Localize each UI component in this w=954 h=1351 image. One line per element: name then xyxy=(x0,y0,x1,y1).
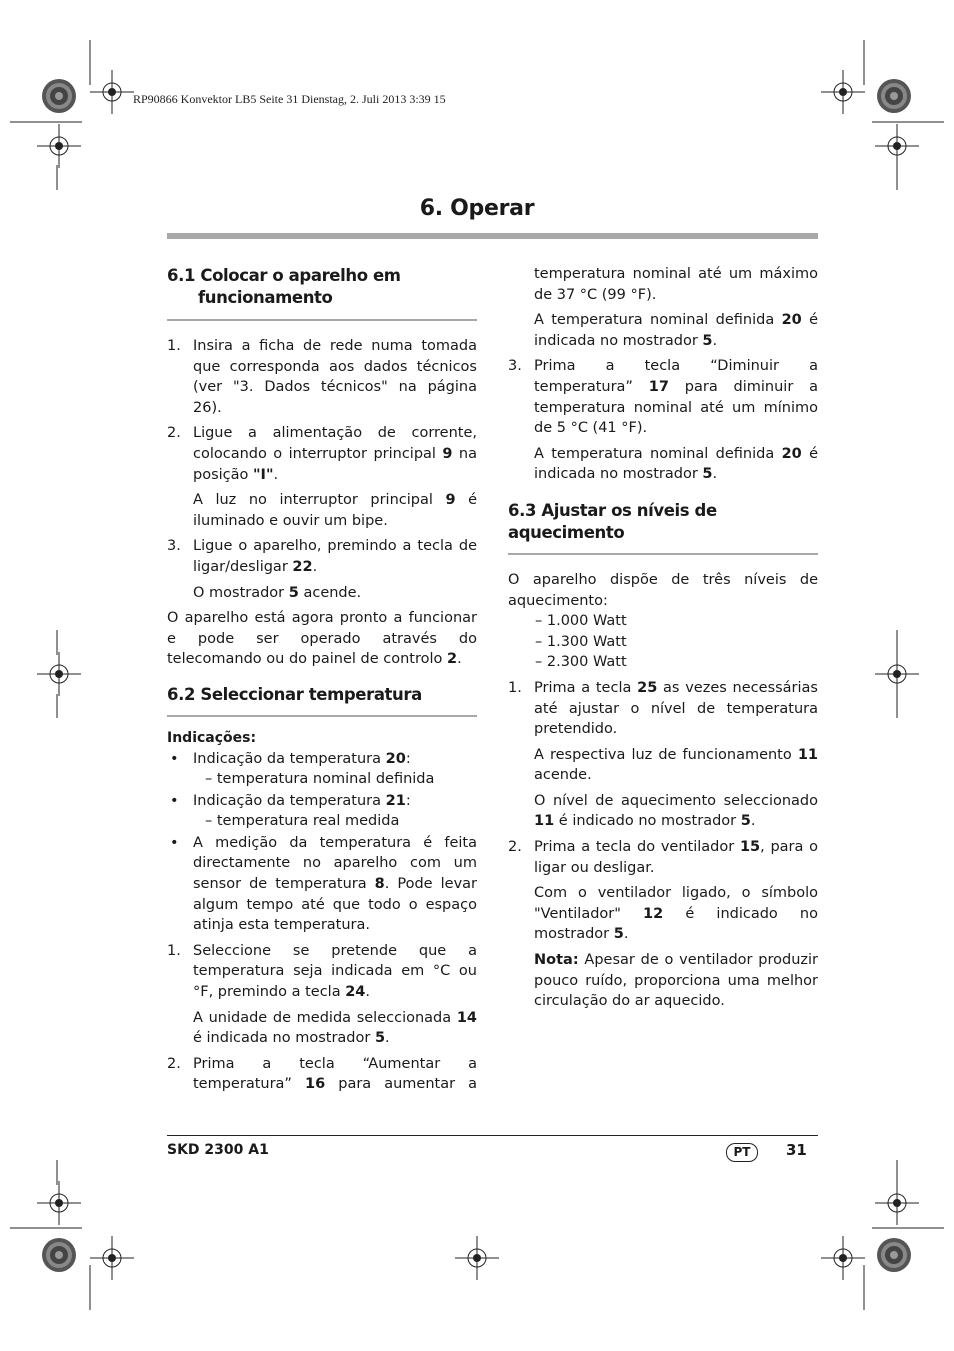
crosshair-icon xyxy=(37,652,81,696)
bullet-item: • A medição da temperatura é feita directamente no aparelho com um sensor de temperatura 8. Pode levar algum tempo até que todo o espaço atinja esta temperatura. xyxy=(170,834,477,934)
level-list xyxy=(508,611,818,673)
crosshair-icon xyxy=(875,124,919,168)
list-item: – 1.300 Watt xyxy=(535,633,627,650)
crosshair-icon xyxy=(90,1236,134,1280)
list-item: 3. Ligue o aparelho, premindo a tecla de ligar/desligar 22. xyxy=(167,538,477,575)
crosshair-icon xyxy=(455,1236,499,1280)
list-item: – 1.000 Watt xyxy=(535,613,627,630)
paragraph: O aparelho dispõe de três níveis de aquecimento: xyxy=(508,571,818,609)
step-note: O mostrador 5 acende. xyxy=(193,584,362,601)
page-number: 31 xyxy=(786,1141,807,1159)
rosette-icon xyxy=(877,1238,911,1272)
print-slug: RP90866 Konvektor LB5 Seite 31 Dienstag, 2. Juli 2013 3:39 15 xyxy=(133,92,446,106)
page-title: 6. Operar xyxy=(419,196,535,221)
crosshair-icon xyxy=(875,1181,919,1225)
crosshair-icon xyxy=(37,1181,81,1225)
step-note: A respectiva luz de funcionamento 11 acende. xyxy=(534,746,818,784)
step-note: A unidade de medida seleccionada 14 é indicada no mostrador 5. xyxy=(193,1009,477,1047)
section-heading-6-3: 6.3 Ajustar os níveis de aquecimento xyxy=(508,500,717,542)
list-item: 2. Prima a tecla do ventilador 15, para o ligar ou desligar. xyxy=(508,839,818,876)
step-note: A temperatura nominal definida 20 é indicada no mostrador 5. xyxy=(534,312,819,349)
title-rule xyxy=(167,233,818,239)
crosshair-icon xyxy=(821,70,865,114)
language-badge: PT xyxy=(726,1143,758,1162)
step-note: Com o ventilador ligado, o símbolo "Ventilador" 12 é indicado no mostrador 5. xyxy=(534,885,818,943)
list-item: 1. Seleccione se pretende que a temperatura seja indicada em °C ou °F, premindo a tecla 24. xyxy=(167,942,477,1001)
step-note: A luz no interruptor principal 9 é iluminado e ouvir um bipe. xyxy=(193,492,478,529)
list-item-continued: temperatura nominal até um máximo de 37 °C (99 °F). xyxy=(534,266,818,303)
rosette-icon xyxy=(877,79,911,113)
list-item: 2. Prima a tecla “Aumentar a temperatura” 16 para aumentar a xyxy=(167,1055,478,1093)
rosette-icon xyxy=(42,79,76,113)
list-item: 3. Prima a tecla “Diminuir a temperatura” 17 para diminuir a temperatura nominal até um mínimo de 5 °C (41 °F). xyxy=(508,358,819,437)
crosshair-icon xyxy=(875,652,919,696)
rosette-icon xyxy=(42,1238,76,1272)
list-item: 1. Insira a ficha de rede numa tomada que corresponda aos dados técnicos (ver "3. Dados técnicos" na página 26). xyxy=(167,338,477,416)
list-item: 1. Prima a tecla 25 as vezes necessárias até ajustar o nível de temperatura pretendido. xyxy=(508,679,818,738)
section-rule xyxy=(167,319,477,321)
left-column xyxy=(167,265,477,1095)
crosshair-icon xyxy=(37,124,81,168)
note: Nota: Apesar de o ventilador produzir pouco ruído, proporciona uma melhor circulação do ar aquecido. xyxy=(534,952,818,1010)
step-note: A temperatura nominal definida 20 é indicada no mostrador 5. xyxy=(534,445,819,483)
right-column xyxy=(508,264,818,1012)
section-heading-6-2: 6.2 Seleccionar temperatura xyxy=(167,684,422,704)
paragraph: O aparelho está agora pronto a funcionar e pode ser operado através do telecomando ou do painel de controlo 2. xyxy=(167,610,477,668)
list-item: – 2.300 Watt xyxy=(535,654,627,671)
list-item: 2. Ligue a alimentação de corrente, colocando o interruptor principal 9 na posição "I". xyxy=(167,425,477,483)
section-rule xyxy=(508,553,818,555)
footer-model: SKD 2300 A1 xyxy=(167,1142,269,1158)
crosshair-icon xyxy=(821,1236,865,1280)
notes-label: Indicações: xyxy=(167,729,257,746)
crosshair-icon xyxy=(90,70,134,114)
section-rule xyxy=(167,715,477,717)
footer-rule xyxy=(167,1135,818,1136)
bullet-item: • Indicação da temperatura 21: – temperatura real medida xyxy=(170,792,411,830)
bullet-item: • Indicação da temperatura 20: – temperatura nominal definida xyxy=(170,750,435,788)
section-heading-6-1: 6.1 Colocar o aparelho em funcionamento xyxy=(167,266,401,307)
step-note: O nível de aquecimento seleccionado 11 é indicado no mostrador 5. xyxy=(534,792,818,830)
